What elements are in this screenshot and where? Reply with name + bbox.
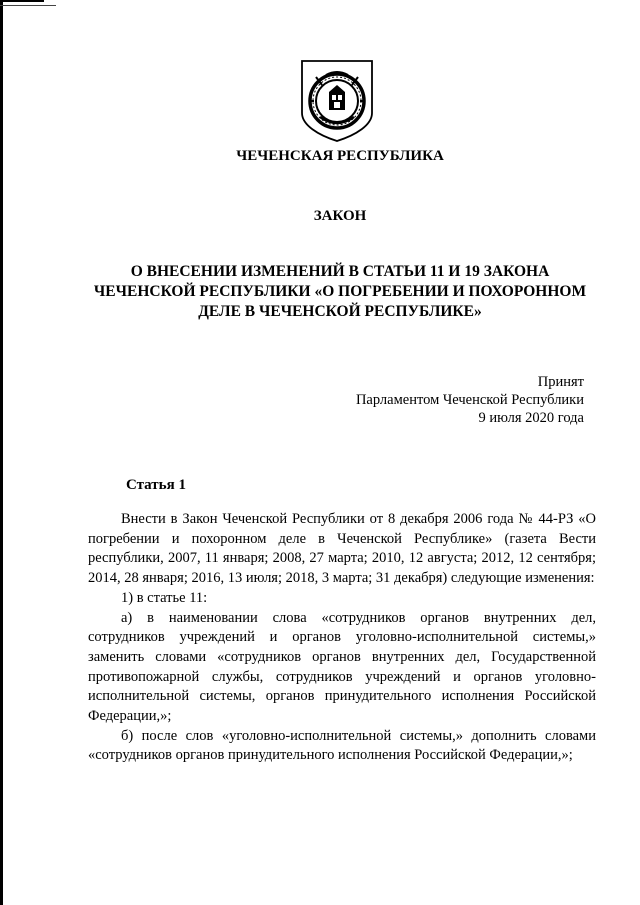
adoption-body: Парламентом Чеченской Республики [355,392,584,408]
scan-edge-top [0,0,44,2]
law-title [60,262,620,322]
law-title-line: ЧЕЧЕНСКОЙ РЕСПУБЛИКИ «О ПОГРЕБЕНИИ И ПОХОРОННОМ [93,283,587,300]
coat-of-arms-icon [296,55,378,143]
law-title-line: О ВНЕСЕНИИ ИЗМЕНЕНИЙ В СТАТЬИ 11 И 19 ЗАКОНА [130,263,550,280]
adoption-date: 9 июля 2020 года [478,410,584,426]
paragraph: 1) в статье 11: [121,589,208,606]
adoption-block [264,373,584,427]
article-heading: Статья 1 [126,477,186,493]
document-type: ЗАКОН [313,208,367,224]
scan-edge-left [0,0,3,905]
paragraph: Внести в Закон Чеченской Республики от 8 декабря 2006 года № 44-РЗ «О погребении и похоронном деле в Чеченской Республике» (газета Вести республики, 2007, 11 января; 2008, 27 марта; 2010, 12 августа; 2012, 12 сентября; 2014, 28 января; 2016, 13 июля; 2018, 3 марта; 31 декабря) следующие изменения: [88,511,596,587]
article-body [88,510,596,766]
law-title-line: ДЕЛЕ В ЧЕЧЕНСКОЙ РЕСПУБЛИКЕ» [198,303,482,320]
paragraph: б) после слов «уголовно-исполнительной системы,» дополнить словами «сотрудников органов принудительного исполнения Российской Федерации,»; [88,727,596,764]
scan-edge-top-line [0,5,56,6]
paragraph: а) в наименовании слова «сотрудников органов внутренних дел, сотрудников учреждений и органов уголовно-исполнительной системы,» заменить словами «сотрудников органов внутренних дел, Государственной противопожарной службы, сотрудников учреждений и органов уголовно-исполнительной системы, органов принудительного исполнения Российской Федерации,»; [88,609,596,725]
republic-name: ЧЕЧЕНСКАЯ РЕСПУБЛИКА [236,148,444,164]
adoption-status: Принят [537,374,584,390]
